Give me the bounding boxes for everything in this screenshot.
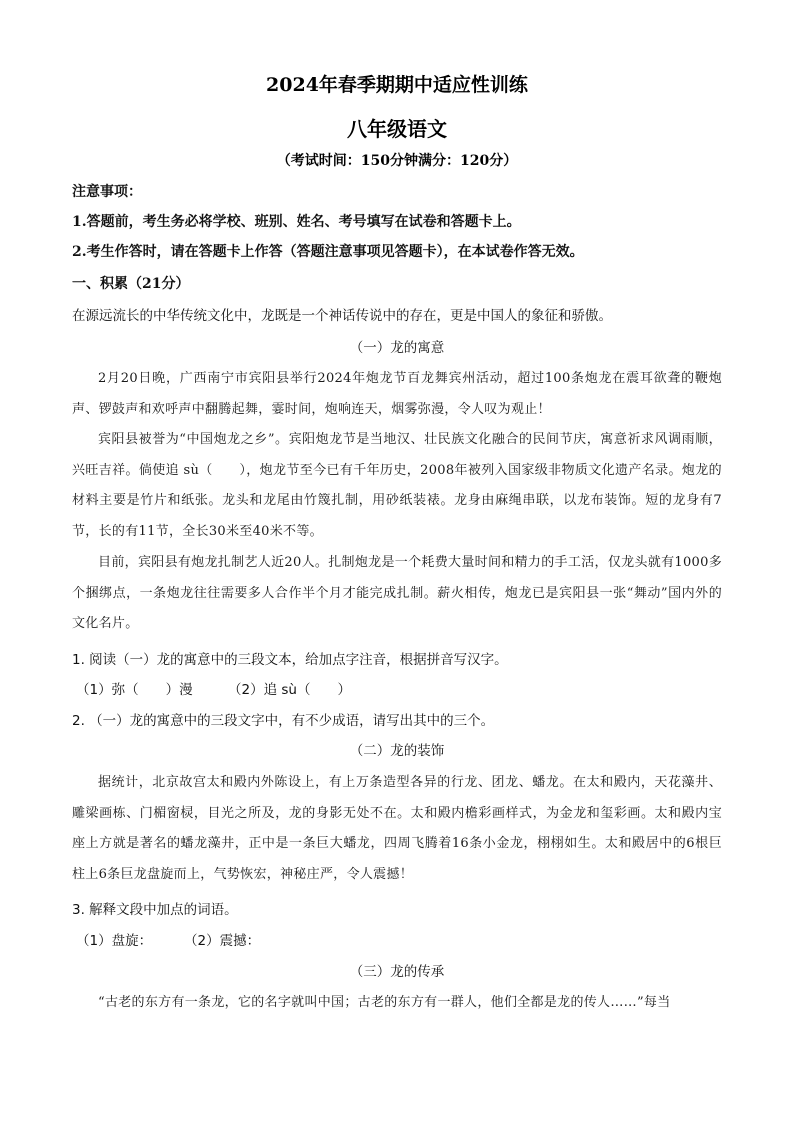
notes-item-1: 1.答题前，考生务必将学校、班别、姓名、考号填写在试卷和答题卡上。 <box>72 214 521 230</box>
exam-title: 2024年春季期期中适应性训练 <box>266 74 528 96</box>
question-1-option-2: （2）追 sù（ ） <box>228 682 351 698</box>
part-3-title: （三）龙的传承 <box>349 964 445 980</box>
question-3-option-1: （1）盘旋： <box>76 933 153 949</box>
part-3-paragraph-1: “古老的东方有一条龙，它的名字就叫中国；古老的东方有一群人，他们全都是龙的传人……”每当 <box>98 995 671 1010</box>
subject-title: 八年级语文 <box>347 117 447 141</box>
part-2-title: （二）龙的装饰 <box>349 743 445 759</box>
notes-item-2: 2.考生作答时，请在答题卡上作答（答题注意事项见答题卡），在本试卷作答无效。 <box>72 244 584 260</box>
section-1-heading: 一、积累（21分） <box>72 276 190 292</box>
part-1-paragraph-2: 宾阳县被誉为“中国炮龙之乡”。宾阳炮龙节是当地汉、壮民族文化融合的民间节庆，寓意祈求风调雨顺，兴旺吉祥。倘使追 sù（ ），炮龙节至今已有千年历史，2008年被列入国家级非物质文化遗产名录。炮龙的材料主要是竹片和纸张。龙头和龙尾由竹篾扎制，用砂纸装裱。龙身由麻绳串联，以龙布装饰。短的龙身有7节，长的有11节，全长30米至40米不等。 <box>72 432 722 539</box>
question-1-option-1: （1）弥（ ）漫 <box>76 682 193 698</box>
part-1-paragraph-3: 目前，宾阳县有炮龙扎制艺人近20人。扎制炮龙是一个耗费大量时间和精力的手工活，仅龙头就有1000多个捆绑点，一条炮龙往往需要多人合作半个月才能完成扎制。薪火相传，炮龙已是宾阳县一张“舞动”国内外的文化名片。 <box>72 555 722 631</box>
question-3: 3. 解释文段中加点的词语。 <box>72 902 238 918</box>
exam-info: （考试时间：150分钟满分：120分） <box>276 153 518 169</box>
part-2-paragraph-1: 据统计，北京故宫太和殿内外陈设上，有上万条造型各异的行龙、团龙、蟠龙。在太和殿内，天花藻井、雕梁画栋、门楣窗棂，目光之所及，龙的身影无处不在。太和殿内檐彩画样式，为金龙和玺彩画。太和殿内宝座上方就是著名的蟠龙藻井，正中是一条巨大蟠龙，四周飞腾着16条小金龙，栩栩如生。太和殿居中的6根巨柱上6条巨龙盘旋而上，气势恢宏，神秘庄严，令人震撼！ <box>72 775 722 882</box>
section-1-intro: 在源远流长的中华传统文化中，龙既是一个神话传说中的存在，更是中国人的象征和骄傲。 <box>72 308 612 324</box>
question-1: 1. 阅读（一）龙的寓意中的三段文本，给加点字注音，根据拼音写汉字。 <box>72 652 508 668</box>
question-3-option-2: （2）震撼： <box>184 933 261 949</box>
part-1-paragraph-1: 2月20日晚，广西南宁市宾阳县举行2024年炮龙节百龙舞宾州活动，超过100条炮龙在震耳欲聋的鞭炮声、锣鼓声和欢呼声中翻腾起舞，霎时间，炮响连天，烟雾弥漫，令人叹为观止！ <box>72 371 722 417</box>
notes-heading: 注意事项： <box>72 184 142 200</box>
question-2: 2. （一）龙的寓意中的三段文字中，有不少成语，请写出其中的三个。 <box>72 713 495 729</box>
part-1-title: （一）龙的寓意 <box>349 340 445 356</box>
